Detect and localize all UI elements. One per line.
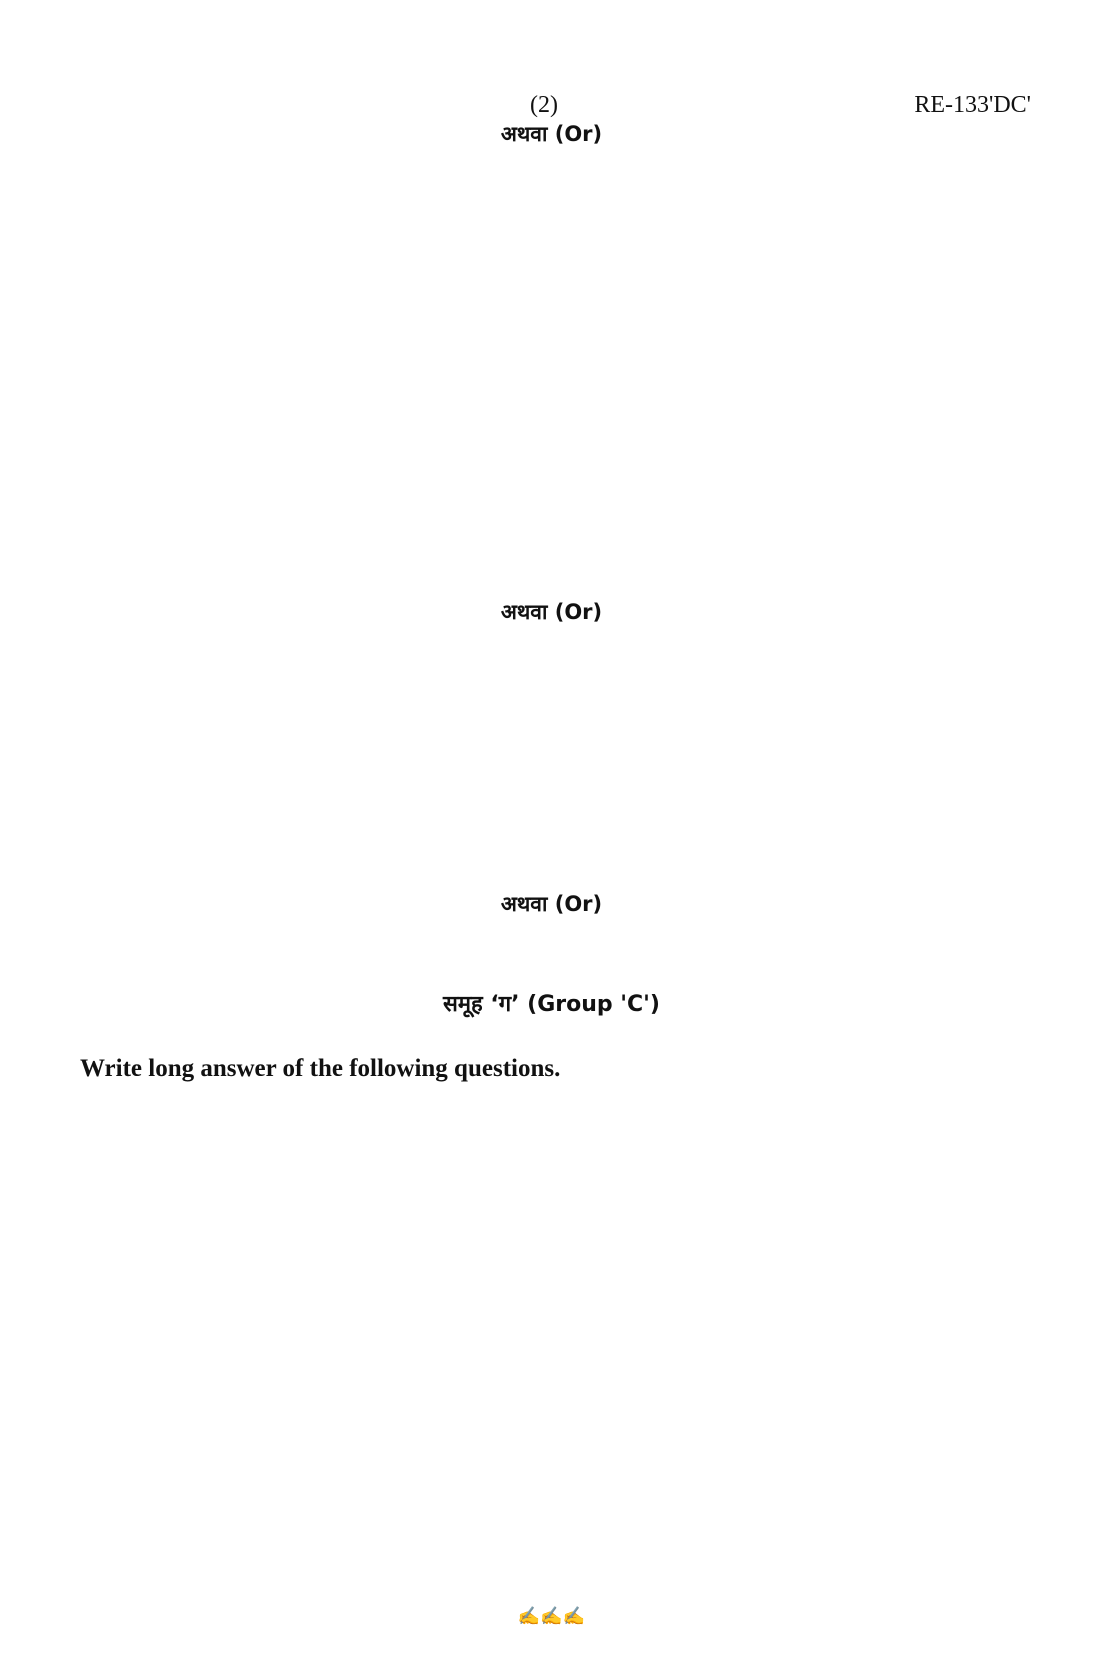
or-heading: अथवा (Or): [500, 600, 603, 624]
page-number: (2): [530, 92, 558, 118]
page-header: [0, 92, 1103, 122]
group-c-instruction-en: Write long answer of the following questions.: [80, 1055, 561, 1082]
paper-code: RE-133'DC': [914, 92, 1031, 118]
group-c-title: समूह ‘ग’ (Group 'C'): [443, 992, 660, 1017]
end-mark: ✍✍✍: [517, 1606, 586, 1627]
or-heading: अथवा (Or): [500, 122, 603, 146]
or-heading: अथवा (Or): [500, 892, 603, 916]
